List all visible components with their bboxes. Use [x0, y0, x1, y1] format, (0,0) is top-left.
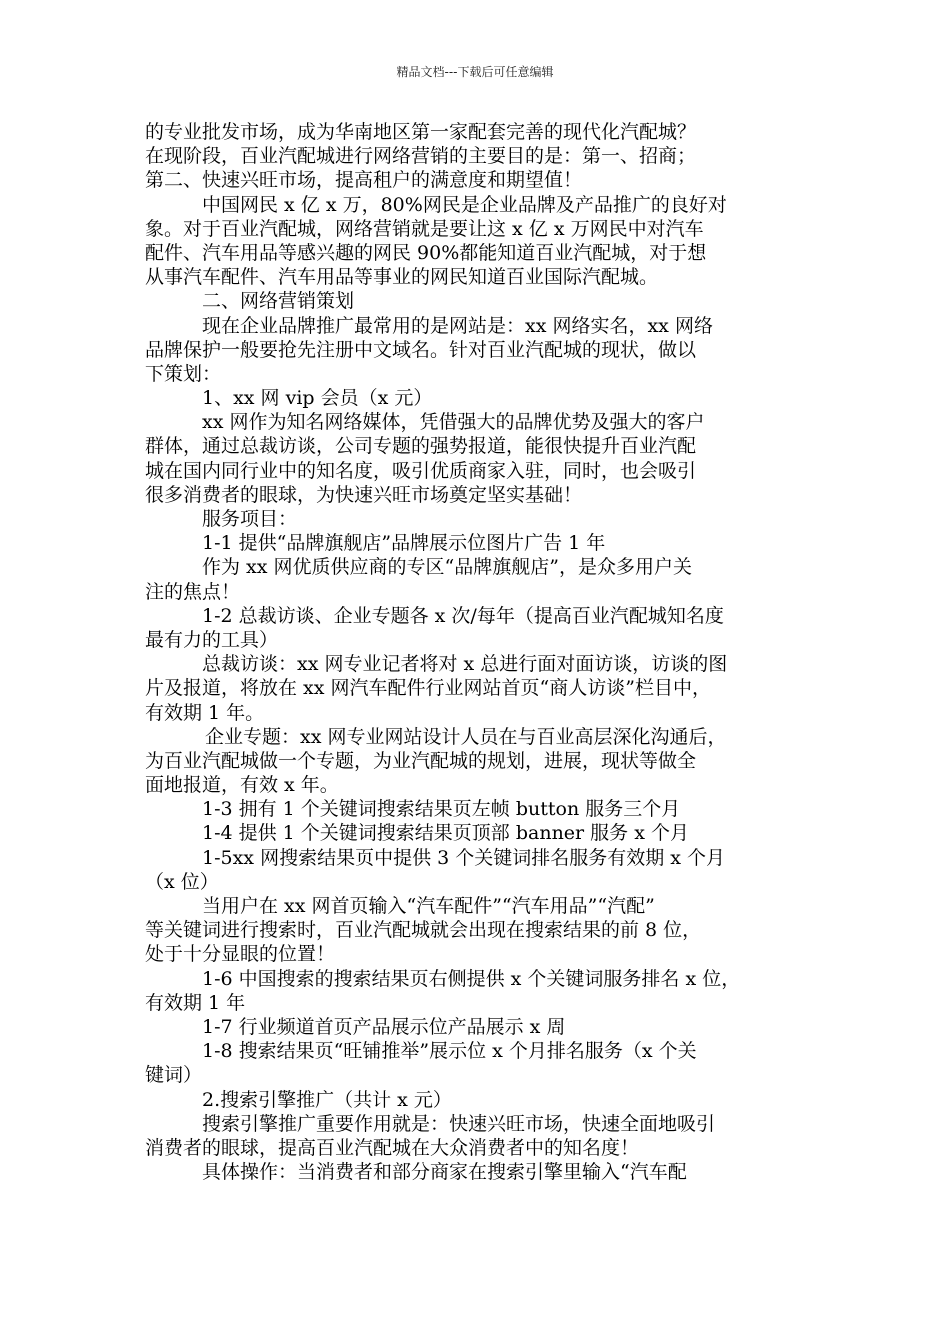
text-line: 具体操作：当消费者和部分商家在搜索引擎里输入“汽车配 — [202, 1161, 687, 1184]
list-item: 1-8 搜索结果页“旺铺推举”展示位 x 个月排名服务（x 个关 — [202, 1040, 697, 1063]
text-line: 有效期 1 年 — [145, 991, 246, 1014]
list-item: 1-1 提供“品牌旗舰店”品牌展示位图片广告 1 年 — [202, 532, 606, 555]
document-body — [145, 120, 810, 1184]
text-line: xx 网作为知名网络媒体，凭借强大的品牌优势及强大的客户 — [202, 411, 705, 434]
text-line: 总裁访谈：xx 网专业记者将对 x 总进行面对面访谈，访谈的图 — [202, 653, 728, 676]
text-line: 键词） — [145, 1064, 203, 1087]
text-line: 最有力的工具） — [145, 628, 279, 651]
text-line: 城在国内同行业中的知名度，吸引优质商家入驻，同时，也会吸引 — [145, 459, 697, 482]
subsection-heading: 1、xx 网 vip 会员（x 元） — [202, 387, 433, 410]
text-line: 服务项目： — [202, 508, 298, 530]
text-line: 搜索引擎推广重要作用就是：快速兴旺市场，快速全面地吸引 — [202, 1112, 716, 1135]
text-line: （x 位） — [145, 870, 219, 893]
text-line: 品牌保护一般要抢先注册中文域名。针对百业汽配城的现状，做以 — [145, 338, 697, 361]
text-line: 配件、汽车用品等感兴趣的网民 90%都能知道百业汽配城，对于想 — [145, 241, 707, 264]
text-line: 现在企业品牌推广最常用的是网站是：xx 网络实名，xx 网络 — [202, 314, 713, 337]
text-line: 处于十分显眼的位置！ — [145, 943, 336, 966]
text-line: 作为 xx 网优质供应商的专区“品牌旗舰店”，是众多用户关 — [202, 556, 692, 579]
text-line: 下策划： — [145, 362, 222, 385]
text-line: 面地报道，有效 x 年。 — [145, 774, 339, 797]
text-line: 企业专题：xx 网专业网站设计人员在与百业高层深化沟通后， — [205, 725, 727, 748]
text-line: 为百业汽配城做一个专题，为业汽配城的规划，进展，现状等做全 — [145, 749, 697, 772]
text-line: 群体，通过总裁访谈，公司专题的强势报道，能很快提升百业汽配 — [145, 435, 697, 458]
text-line: 等关键词进行搜索时，百业汽配城就会出现在搜索结果的前 8 位， — [145, 919, 702, 942]
list-item: 1-3 拥有 1 个关键词搜索结果页左帧 button 服务三个月 — [202, 798, 681, 821]
text-line: 在现阶段，百业汽配城进行网络营销的主要目的是：第一、招商； — [145, 145, 697, 168]
list-item: 1-2 总裁访谈、企业专题各 x 次/每年（提高百业汽配城知名度 — [202, 604, 724, 627]
text-line: 很多消费者的眼球，为快速兴旺市场奠定坚实基础！ — [145, 483, 583, 506]
text-line: 从事汽车配件、汽车用品等事业的网民知道百业国际汽配城。 — [145, 266, 659, 289]
text-line: 有效期 1 年。 — [145, 701, 265, 724]
list-item: 1-6 中国搜索的搜索结果页右侧提供 x 个关键词服务排名 x 位， — [202, 967, 741, 990]
list-item: 1-7 行业频道首页产品展示位产品展示 x 周 — [202, 1015, 566, 1038]
text-line: 象。对于百业汽配城，网络营销就是要让这 x 亿 x 万网民中对汽车 — [145, 217, 704, 240]
text-line: 当用户在 xx 网首页输入“汽车配件”“汽车用品”“汽配” — [202, 895, 655, 917]
section-heading: 二、网络营销策划 — [202, 290, 355, 313]
list-item: 1-4 提供 1 个关键词搜索结果页顶部 banner 服务 x 个月 — [202, 822, 689, 845]
text-line: 的专业批发市场，成为华南地区第一家配套完善的现代化汽配城？ — [145, 121, 697, 143]
text-line: 消费者的眼球，提高百业汽配城在大众消费者中的知名度！ — [145, 1136, 640, 1159]
text-line: 片及报道，将放在 xx 网汽车配件行业网站首页“商人访谈”栏目中， — [145, 677, 711, 700]
text-line: 第二、快速兴旺市场，提高租户的满意度和期望值！ — [145, 169, 583, 192]
page-header: 精品文档---下载后可任意编辑 — [396, 65, 554, 79]
list-item: 1-5xx 网搜索结果页中提供 3 个关键词排名服务有效期 x 个月 — [202, 846, 726, 869]
text-line: 中国网民 x 亿 x 万，80%网民是企业品牌及产品推广的良好对 — [202, 193, 727, 216]
text-line: 注的焦点！ — [145, 580, 241, 603]
subsection-heading: 2.搜索引擎推广（共计 x 元） — [202, 1088, 452, 1111]
